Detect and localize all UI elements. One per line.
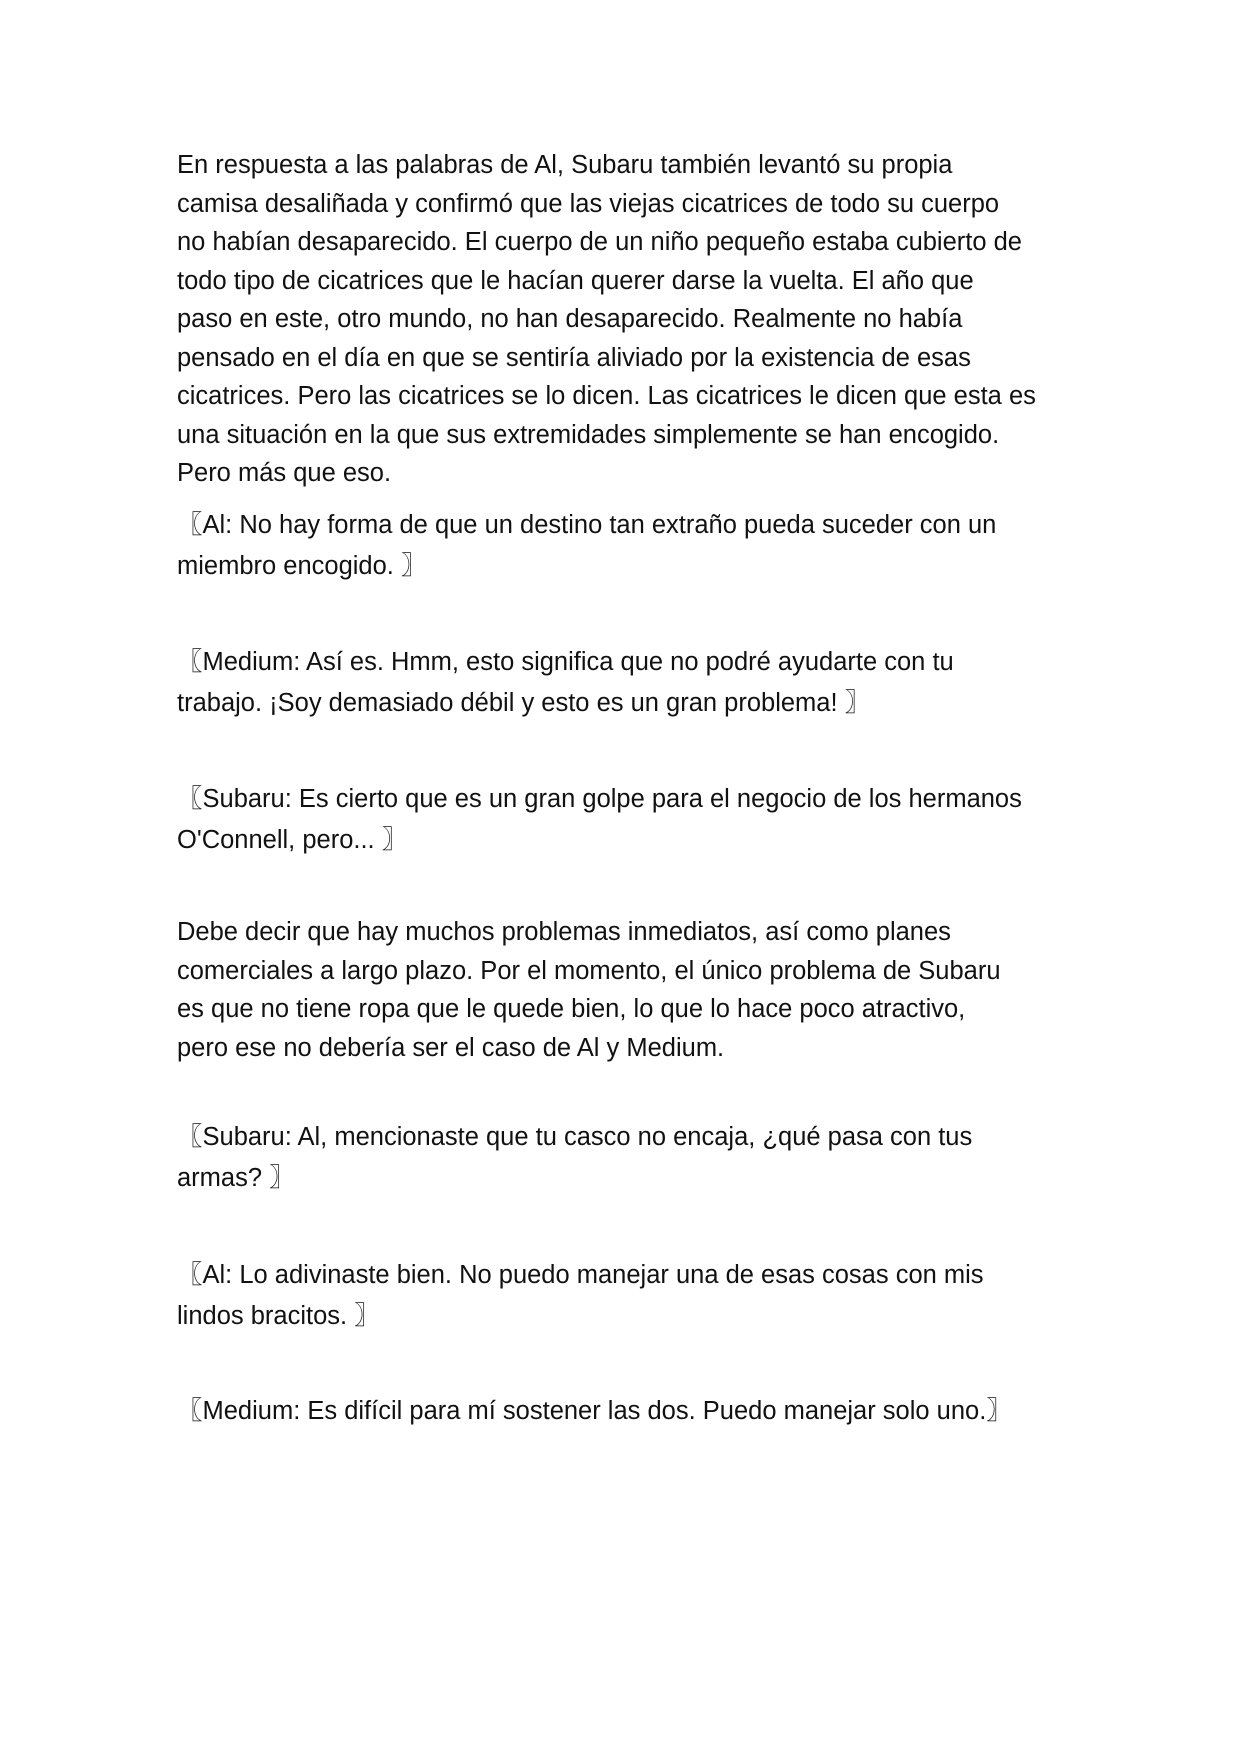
text-line: Debe decir que hay muchos problemas inmediatos, así como planes (177, 918, 951, 946)
text-line: no habían desaparecido. El cuerpo de un niño pequeño estaba cubierto de (177, 228, 1022, 256)
narration-paragraph-1 (177, 146, 1072, 493)
text-line: 〖Subaru: Al, mencionaste que tu casco no encaja, ¿qué pasa con tus (177, 1123, 973, 1151)
text-line: 〖Medium: Es difícil para mí sostener las dos. Puedo manejar solo uno.〗 (177, 1397, 1012, 1425)
dialogue-medium-1 (177, 642, 1072, 723)
dialogue-al-2 (177, 1255, 1072, 1336)
text-line: Pero más que eso. (177, 459, 392, 487)
text-line: todo tipo de cicatrices que le hacían querer darse la vuelta. El año que (177, 266, 974, 295)
dialogue-al-1 (177, 505, 1072, 586)
text-line: lindos bracitos. 〗 (177, 1301, 380, 1330)
text-line: comerciales a largo plazo. Por el momento, el único problema de Subaru (177, 956, 1001, 985)
text-line: 〖Subaru: Es cierto que es un gran golpe para el negocio de los hermanos (177, 785, 1022, 813)
text-line: O'Connell, pero... 〗 (177, 825, 408, 854)
text-line: pero ese no debería ser el caso de Al y Medium. (177, 1033, 725, 1062)
dialogue-subaru-2 (177, 1117, 1072, 1198)
text-line: armas? 〗 (177, 1163, 295, 1192)
text-line: una situación en la que sus extremidades simplemente se han encogido. (177, 420, 1000, 449)
text-line: 〖Al: No hay forma de que un destino tan extraño pueda suceder con un (177, 511, 997, 539)
text-line: trabajo. ¡Soy demasiado débil y esto es un gran problema! 〗 (177, 688, 871, 717)
text-line: paso en este, otro mundo, no han desaparecido. Realmente no había (177, 305, 963, 333)
text-line: cicatrices. Pero las cicatrices se lo dicen. Las cicatrices le dicen que esta es (177, 382, 1036, 410)
text-line: pensado en el día en que se sentiría aliviado por la existencia de esas (177, 343, 971, 372)
text-line: 〖Medium: Así es. Hmm, esto significa que no podré ayudarte con tu (177, 648, 954, 676)
text-line: 〖Al: Lo adivinaste bien. No puedo manejar una de esas cosas con mis (177, 1261, 984, 1289)
text-line: es que no tiene ropa que le quede bien, lo que lo hace poco atractivo, (177, 995, 966, 1023)
dialogue-medium-2 (177, 1391, 1072, 1432)
dialogue-subaru-1 (177, 779, 1072, 860)
narration-paragraph-2 (177, 913, 1072, 1067)
text-line: camisa desaliñada y confirmó que las viejas cicatrices de todo su cuerpo (177, 189, 1000, 218)
text-line: miembro encogido. 〗 (177, 551, 427, 580)
text-line: En respuesta a las palabras de Al, Subaru también levantó su propia (177, 151, 953, 179)
